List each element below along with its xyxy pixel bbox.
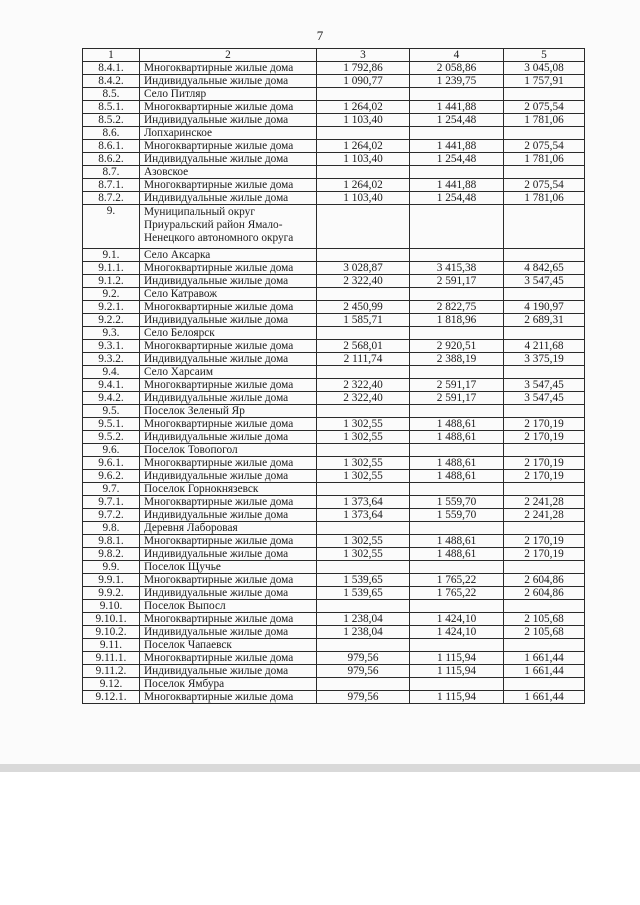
table-row <box>83 418 585 431</box>
row-name-cell: Село Белоярск <box>140 327 317 340</box>
value-cell-col5 <box>504 405 585 418</box>
row-name-cell: Лопхаринское <box>140 127 317 140</box>
table-row <box>83 140 585 153</box>
value-cell-col4 <box>410 127 504 140</box>
table-row <box>83 561 585 574</box>
row-name-cell: Многоквартирные жилые дома <box>140 262 317 275</box>
row-name-cell: Многоквартирные жилые дома <box>140 140 317 153</box>
page-number: 7 <box>316 28 324 43</box>
value-cell-col4: 1 115,94 <box>410 652 504 665</box>
value-cell-col4 <box>410 205 504 249</box>
row-name-cell: Многоквартирные жилые дома <box>140 613 317 626</box>
row-code-cell: 8.6.1. <box>83 140 140 153</box>
value-cell-col5: 1 757,91 <box>504 75 585 88</box>
table-row <box>83 665 585 678</box>
table-row <box>83 587 585 600</box>
row-code-cell: 9.3.1. <box>83 340 140 353</box>
value-cell-col5 <box>504 205 585 249</box>
value-cell-col4 <box>410 561 504 574</box>
value-cell-col5: 2 170,19 <box>504 418 585 431</box>
row-code-cell: 9.4. <box>83 366 140 379</box>
table-row <box>83 444 585 457</box>
row-name-cell: Индивидуальные жилые дома <box>140 626 317 639</box>
row-code-cell: 9.2. <box>83 288 140 301</box>
row-name-cell: Индивидуальные жилые дома <box>140 470 317 483</box>
value-cell-col3: 1 585,71 <box>317 314 410 327</box>
value-cell-col3 <box>317 405 410 418</box>
row-code-cell: 9.6.1. <box>83 457 140 470</box>
header-cell: 3 <box>317 49 410 62</box>
value-cell-col3 <box>317 639 410 652</box>
value-cell-col5: 4 842,65 <box>504 262 585 275</box>
row-name-cell: Поселок Зеленый Яр <box>140 405 317 418</box>
value-cell-col5: 1 781,06 <box>504 192 585 205</box>
tariff-table <box>82 48 585 704</box>
value-cell-col4: 2 822,75 <box>410 301 504 314</box>
value-cell-col4: 1 424,10 <box>410 626 504 639</box>
value-cell-col4: 1 488,61 <box>410 457 504 470</box>
value-cell-col4: 1 488,61 <box>410 535 504 548</box>
row-code-cell: 9.7.2. <box>83 509 140 522</box>
row-code-cell: 9. <box>83 205 140 249</box>
value-cell-col3: 1 792,86 <box>317 62 410 75</box>
table-row <box>83 301 585 314</box>
row-name-cell: Поселок Щучье <box>140 561 317 574</box>
value-cell-col4 <box>410 522 504 535</box>
value-cell-col5: 1 781,06 <box>504 114 585 127</box>
table-row <box>83 392 585 405</box>
value-cell-col3: 1 103,40 <box>317 192 410 205</box>
value-cell-col3 <box>317 205 410 249</box>
value-cell-col5: 3 547,45 <box>504 275 585 288</box>
header-cell: 4 <box>410 49 504 62</box>
value-cell-col5: 3 375,19 <box>504 353 585 366</box>
value-cell-col4 <box>410 444 504 457</box>
row-name-cell: Поселок Ямбура <box>140 678 317 691</box>
row-name-cell: Многоквартирные жилые дома <box>140 301 317 314</box>
value-cell-col4: 1 559,70 <box>410 496 504 509</box>
table-row <box>83 496 585 509</box>
table-row <box>83 88 585 101</box>
table-row <box>83 192 585 205</box>
row-name-cell: Многоквартирные жилые дома <box>140 179 317 192</box>
row-code-cell: 9.10.2. <box>83 626 140 639</box>
table-row <box>83 652 585 665</box>
row-code-cell: 8.5.2. <box>83 114 140 127</box>
row-code-cell: 9.5.1. <box>83 418 140 431</box>
header-cell: 5 <box>504 49 585 62</box>
row-code-cell: 9.11. <box>83 639 140 652</box>
value-cell-col3 <box>317 327 410 340</box>
row-code-cell: 8.7.1. <box>83 179 140 192</box>
row-code-cell: 9.3.2. <box>83 353 140 366</box>
value-cell-col5: 3 547,45 <box>504 392 585 405</box>
table-row <box>83 626 585 639</box>
row-name-cell: Село Аксарка <box>140 249 317 262</box>
table-row <box>83 127 585 140</box>
table-row <box>83 509 585 522</box>
table-row <box>83 470 585 483</box>
table-header-row <box>83 49 585 62</box>
value-cell-col4: 1 441,88 <box>410 101 504 114</box>
value-cell-col3: 1 302,55 <box>317 548 410 561</box>
table-row <box>83 275 585 288</box>
row-name-cell: Индивидуальные жилые дома <box>140 665 317 678</box>
row-name-cell: Индивидуальные жилые дома <box>140 75 317 88</box>
table-row <box>83 179 585 192</box>
value-cell-col4 <box>410 483 504 496</box>
value-cell-col5: 2 170,19 <box>504 535 585 548</box>
table-row <box>83 691 585 704</box>
value-cell-col5: 3 547,45 <box>504 379 585 392</box>
value-cell-col4: 2 920,51 <box>410 340 504 353</box>
table-row <box>83 314 585 327</box>
row-code-cell: 9.8.1. <box>83 535 140 548</box>
table-row <box>83 457 585 470</box>
value-cell-col3: 1 302,55 <box>317 470 410 483</box>
row-code-cell: 8.5. <box>83 88 140 101</box>
value-cell-col3 <box>317 366 410 379</box>
value-cell-col4: 1 488,61 <box>410 470 504 483</box>
row-code-cell: 9.6.2. <box>83 470 140 483</box>
row-name-cell: Многоквартирные жилые дома <box>140 340 317 353</box>
value-cell-col4: 1 424,10 <box>410 613 504 626</box>
row-name-cell: Муниципальный округ Приуральский район Ямало-Ненецкого автономного округа <box>140 205 317 249</box>
row-name-cell: Многоквартирные жилые дома <box>140 691 317 704</box>
value-cell-col3 <box>317 288 410 301</box>
row-name-cell: Индивидуальные жилые дома <box>140 114 317 127</box>
value-cell-col4: 2 058,86 <box>410 62 504 75</box>
value-cell-col3: 1 238,04 <box>317 626 410 639</box>
row-name-cell: Многоквартирные жилые дома <box>140 379 317 392</box>
value-cell-col3: 1 302,55 <box>317 418 410 431</box>
value-cell-col5: 1 661,44 <box>504 652 585 665</box>
value-cell-col5: 4 190,97 <box>504 301 585 314</box>
row-name-cell: Многоквартирные жилые дома <box>140 101 317 114</box>
value-cell-col4: 1 818,96 <box>410 314 504 327</box>
value-cell-col3: 1 302,55 <box>317 457 410 470</box>
row-name-cell: Село Питляр <box>140 88 317 101</box>
row-name-cell: Индивидуальные жилые дома <box>140 392 317 405</box>
value-cell-col4: 2 388,19 <box>410 353 504 366</box>
value-cell-col3 <box>317 678 410 691</box>
value-cell-col3 <box>317 249 410 262</box>
value-cell-col4: 1 115,94 <box>410 691 504 704</box>
value-cell-col4: 1 441,88 <box>410 140 504 153</box>
table-row <box>83 600 585 613</box>
value-cell-col3 <box>317 166 410 179</box>
value-cell-col3: 1 264,02 <box>317 140 410 153</box>
value-cell-col5: 1 661,44 <box>504 691 585 704</box>
table-row <box>83 288 585 301</box>
row-code-cell: 8.6.2. <box>83 153 140 166</box>
value-cell-col3: 2 322,40 <box>317 275 410 288</box>
row-code-cell: 9.11.1. <box>83 652 140 665</box>
row-code-cell: 9.11.2. <box>83 665 140 678</box>
row-code-cell: 8.4.1. <box>83 62 140 75</box>
row-name-cell: Многоквартирные жилые дома <box>140 652 317 665</box>
header-cell: 1 <box>83 49 140 62</box>
table-row <box>83 639 585 652</box>
value-cell-col5: 2 689,31 <box>504 314 585 327</box>
row-name-cell: Индивидуальные жилые дома <box>140 431 317 444</box>
row-name-cell: Индивидуальные жилые дома <box>140 153 317 166</box>
value-cell-col3: 1 373,64 <box>317 496 410 509</box>
value-cell-col3: 1 264,02 <box>317 101 410 114</box>
table-row <box>83 101 585 114</box>
value-cell-col3: 1 103,40 <box>317 153 410 166</box>
value-cell-col4: 1 239,75 <box>410 75 504 88</box>
value-cell-col5: 2 170,19 <box>504 470 585 483</box>
row-code-cell: 8.5.1. <box>83 101 140 114</box>
row-code-cell: 9.1.2. <box>83 275 140 288</box>
row-code-cell: 8.4.2. <box>83 75 140 88</box>
table-row <box>83 327 585 340</box>
value-cell-col4: 1 488,61 <box>410 431 504 444</box>
value-cell-col4: 2 591,17 <box>410 379 504 392</box>
value-cell-col4: 2 591,17 <box>410 392 504 405</box>
table-row <box>83 153 585 166</box>
value-cell-col4: 1 254,48 <box>410 192 504 205</box>
row-code-cell: 9.5.2. <box>83 431 140 444</box>
row-name-cell: Поселок Товопогол <box>140 444 317 457</box>
row-code-cell: 9.9.2. <box>83 587 140 600</box>
row-name-cell: Многоквартирные жилые дома <box>140 496 317 509</box>
value-cell-col4 <box>410 88 504 101</box>
row-name-cell: Многоквартирные жилые дома <box>140 418 317 431</box>
row-name-cell: Многоквартирные жилые дома <box>140 574 317 587</box>
value-cell-col5: 2 170,19 <box>504 431 585 444</box>
table-row <box>83 62 585 75</box>
value-cell-col4 <box>410 366 504 379</box>
value-cell-col5: 2 170,19 <box>504 548 585 561</box>
row-name-cell: Село Харсаим <box>140 366 317 379</box>
value-cell-col5 <box>504 600 585 613</box>
value-cell-col5: 2 075,54 <box>504 179 585 192</box>
row-name-cell: Азовское <box>140 166 317 179</box>
table-row <box>83 249 585 262</box>
value-cell-col4 <box>410 639 504 652</box>
table-row <box>83 205 585 249</box>
value-cell-col3: 979,56 <box>317 665 410 678</box>
table-row <box>83 366 585 379</box>
row-code-cell: 9.7. <box>83 483 140 496</box>
table-row <box>83 262 585 275</box>
row-code-cell: 9.1. <box>83 249 140 262</box>
row-code-cell: 9.3. <box>83 327 140 340</box>
value-cell-col3 <box>317 483 410 496</box>
value-cell-col5: 2 604,86 <box>504 587 585 600</box>
row-name-cell: Многоквартирные жилые дома <box>140 457 317 470</box>
value-cell-col4 <box>410 249 504 262</box>
row-name-cell: Индивидуальные жилые дома <box>140 509 317 522</box>
value-cell-col3: 1 539,65 <box>317 574 410 587</box>
value-cell-col4: 1 559,70 <box>410 509 504 522</box>
row-code-cell: 9.1.1. <box>83 262 140 275</box>
value-cell-col3 <box>317 127 410 140</box>
value-cell-col4: 1 488,61 <box>410 418 504 431</box>
value-cell-col4 <box>410 166 504 179</box>
value-cell-col5: 3 045,08 <box>504 62 585 75</box>
table-row <box>83 353 585 366</box>
row-name-cell: Индивидуальные жилые дома <box>140 587 317 600</box>
value-cell-col4: 1 115,94 <box>410 665 504 678</box>
row-name-cell: Поселок Выпосл <box>140 600 317 613</box>
value-cell-col4: 1 441,88 <box>410 179 504 192</box>
row-name-cell: Деревня Лаборовая <box>140 522 317 535</box>
table-row <box>83 613 585 626</box>
value-cell-col3 <box>317 561 410 574</box>
value-cell-col4: 1 765,22 <box>410 574 504 587</box>
value-cell-col5: 2 075,54 <box>504 140 585 153</box>
value-cell-col4: 3 415,38 <box>410 262 504 275</box>
value-cell-col3: 3 028,87 <box>317 262 410 275</box>
value-cell-col3: 979,56 <box>317 652 410 665</box>
value-cell-col5: 2 241,28 <box>504 509 585 522</box>
value-cell-col4: 1 254,48 <box>410 114 504 127</box>
row-code-cell: 9.12. <box>83 678 140 691</box>
row-code-cell: 9.8. <box>83 522 140 535</box>
row-name-cell: Индивидуальные жилые дома <box>140 275 317 288</box>
row-code-cell: 8.7.2. <box>83 192 140 205</box>
value-cell-col5 <box>504 366 585 379</box>
value-cell-col5 <box>504 88 585 101</box>
table-row <box>83 431 585 444</box>
value-cell-col5 <box>504 561 585 574</box>
value-cell-col4: 1 765,22 <box>410 587 504 600</box>
value-cell-col4: 1 254,48 <box>410 153 504 166</box>
row-code-cell: 9.7.1. <box>83 496 140 509</box>
row-name-cell: Многоквартирные жилые дома <box>140 62 317 75</box>
row-name-cell: Поселок Чапаевск <box>140 639 317 652</box>
value-cell-col3: 1 103,40 <box>317 114 410 127</box>
value-cell-col3: 1 264,02 <box>317 179 410 192</box>
table-row <box>83 548 585 561</box>
row-name-cell: Индивидуальные жилые дома <box>140 548 317 561</box>
value-cell-col5: 2 105,68 <box>504 613 585 626</box>
value-cell-col5 <box>504 327 585 340</box>
row-code-cell: 9.8.2. <box>83 548 140 561</box>
value-cell-col3 <box>317 522 410 535</box>
table-row <box>83 340 585 353</box>
value-cell-col3: 1 539,65 <box>317 587 410 600</box>
row-code-cell: 9.10. <box>83 600 140 613</box>
value-cell-col5 <box>504 678 585 691</box>
table-row <box>83 522 585 535</box>
value-cell-col5: 1 781,06 <box>504 153 585 166</box>
value-cell-col3: 2 322,40 <box>317 392 410 405</box>
row-name-cell: Поселок Горнокнязевск <box>140 483 317 496</box>
table-row <box>83 405 585 418</box>
row-code-cell: 9.6. <box>83 444 140 457</box>
value-cell-col4 <box>410 288 504 301</box>
value-cell-col3: 2 450,99 <box>317 301 410 314</box>
value-cell-col4: 2 591,17 <box>410 275 504 288</box>
value-cell-col3 <box>317 88 410 101</box>
value-cell-col4 <box>410 600 504 613</box>
row-code-cell: 9.4.2. <box>83 392 140 405</box>
value-cell-col5 <box>504 483 585 496</box>
row-code-cell: 9.4.1. <box>83 379 140 392</box>
value-cell-col4 <box>410 327 504 340</box>
value-cell-col3: 979,56 <box>317 691 410 704</box>
row-code-cell: 9.5. <box>83 405 140 418</box>
value-cell-col5: 2 604,86 <box>504 574 585 587</box>
value-cell-col3: 2 322,40 <box>317 379 410 392</box>
value-cell-col4: 1 488,61 <box>410 548 504 561</box>
value-cell-col3 <box>317 600 410 613</box>
table-row <box>83 535 585 548</box>
value-cell-col5 <box>504 288 585 301</box>
table-row <box>83 678 585 691</box>
table-row <box>83 114 585 127</box>
scan-bottom-edge <box>0 764 640 772</box>
value-cell-col4 <box>410 678 504 691</box>
value-cell-col3: 2 111,74 <box>317 353 410 366</box>
value-cell-col5 <box>504 444 585 457</box>
value-cell-col3: 1 373,64 <box>317 509 410 522</box>
row-code-cell: 8.6. <box>83 127 140 140</box>
value-cell-col5: 2 075,54 <box>504 101 585 114</box>
table-row <box>83 574 585 587</box>
value-cell-col3: 1 302,55 <box>317 431 410 444</box>
header-cell: 2 <box>140 49 317 62</box>
value-cell-col5: 4 211,68 <box>504 340 585 353</box>
row-name-cell: Индивидуальные жилые дома <box>140 353 317 366</box>
table-row <box>83 166 585 179</box>
row-code-cell: 9.12.1. <box>83 691 140 704</box>
row-code-cell: 9.10.1. <box>83 613 140 626</box>
value-cell-col3 <box>317 444 410 457</box>
row-code-cell: 9.9.1. <box>83 574 140 587</box>
value-cell-col5: 2 105,68 <box>504 626 585 639</box>
value-cell-col3: 2 568,01 <box>317 340 410 353</box>
value-cell-col5 <box>504 166 585 179</box>
value-cell-col5: 2 170,19 <box>504 457 585 470</box>
value-cell-col4 <box>410 405 504 418</box>
value-cell-col5: 2 241,28 <box>504 496 585 509</box>
table-row <box>83 379 585 392</box>
value-cell-col5 <box>504 522 585 535</box>
row-code-cell: 8.7. <box>83 166 140 179</box>
row-name-cell: Индивидуальные жилые дома <box>140 192 317 205</box>
value-cell-col5 <box>504 639 585 652</box>
value-cell-col3: 1 302,55 <box>317 535 410 548</box>
value-cell-col3: 1 090,77 <box>317 75 410 88</box>
row-code-cell: 9.2.1. <box>83 301 140 314</box>
row-name-cell: Индивидуальные жилые дома <box>140 314 317 327</box>
row-code-cell: 9.9. <box>83 561 140 574</box>
row-code-cell: 9.2.2. <box>83 314 140 327</box>
table-row <box>83 75 585 88</box>
value-cell-col5 <box>504 249 585 262</box>
row-name-cell: Село Катравож <box>140 288 317 301</box>
value-cell-col3: 1 238,04 <box>317 613 410 626</box>
table-row <box>83 483 585 496</box>
value-cell-col5 <box>504 127 585 140</box>
row-name-cell: Многоквартирные жилые дома <box>140 535 317 548</box>
value-cell-col5: 1 661,44 <box>504 665 585 678</box>
